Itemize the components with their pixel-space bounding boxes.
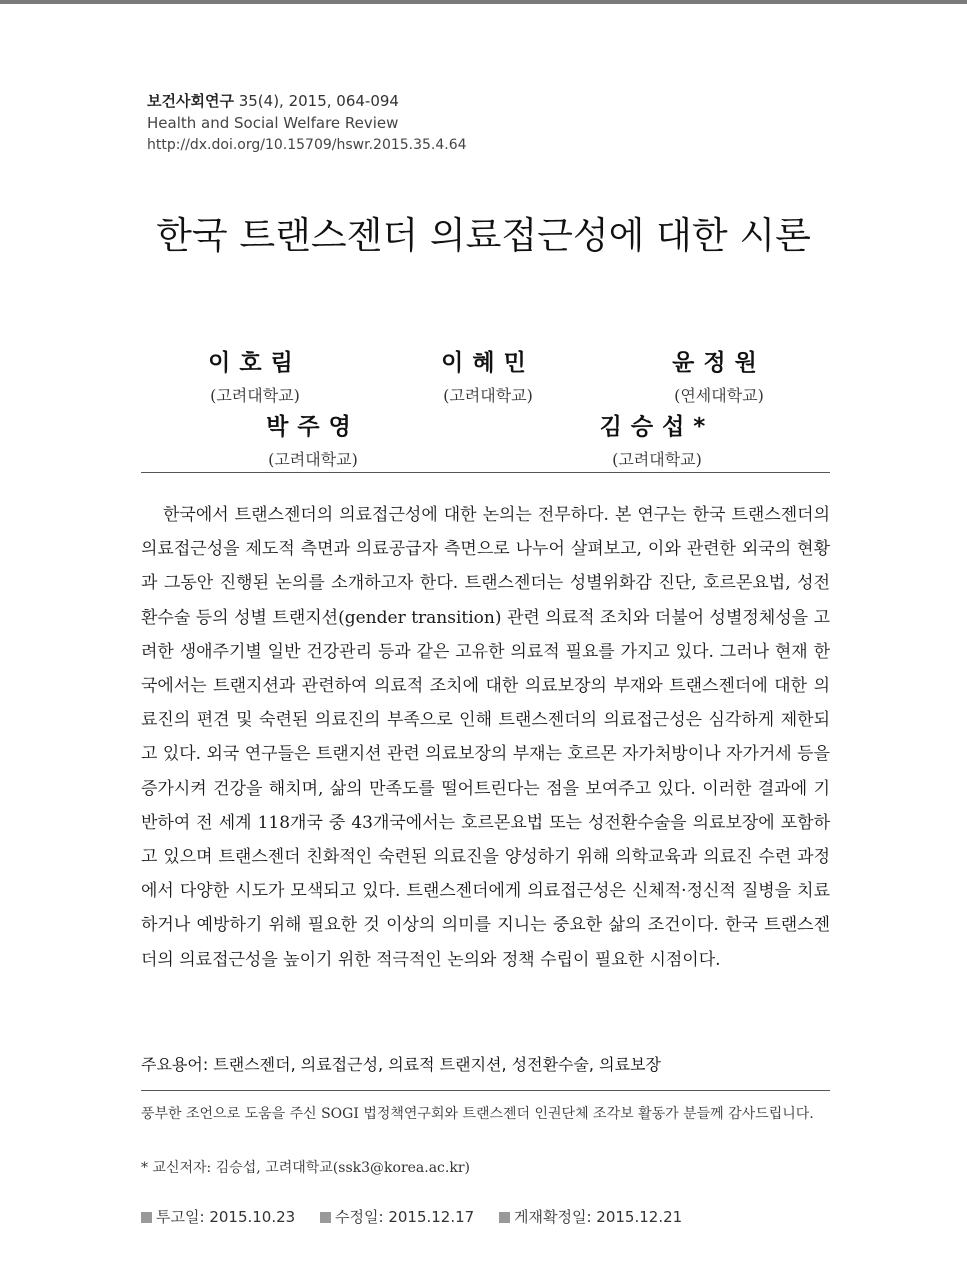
author-4 xyxy=(213,412,413,470)
paper-title: 한국 트랜스젠더 의료접근성에 대한 시론 xyxy=(156,214,811,257)
date-label: 수정일: xyxy=(335,1208,384,1226)
square-bullet-icon xyxy=(320,1212,331,1223)
journal-citation xyxy=(147,90,467,112)
author-name: 이호림 xyxy=(208,350,302,376)
date-label: 투고일: xyxy=(156,1208,205,1226)
doi-link[interactable]: http://dx.doi.org/10.15709/hswr.2015.35.4.64 xyxy=(147,137,467,153)
divider-top xyxy=(141,472,830,473)
author-5-corresponding xyxy=(557,412,757,470)
author-affiliation: (고려대학교) xyxy=(210,386,300,405)
abstract-text: 한국에서 트랜스젠더의 의료접근성에 대한 논의는 전무하다. 본 연구는 한국 트랜스젠더의 의료접근성을 제도적 측면과 의료공급자 측면으로 나누어 살펴보고, 이와 관련한 외국의 현황과 그동안 진행된 논의를 소개하고자 한다. 트랜스젠더는 성별위화감 진단, 호르몬요법, 성전환수술 등의 성별 트랜지션(gender transition) 관련 의료적 조치와 더불어 성별정체성을 고려한 생애주기별 일반 건강관리 등과 같은 고유한 의료적 필요를 가지고 있다. 그러나 현재 한국에서는 트랜지션과 관련하여 의료적 조치에 대한 의료보장의 부재와 트랜스젠더에 대한 의료진의 편견 및 숙련된 의료진의 부족으로 인해 트랜스젠더의 의료접근성은 심각하게 제한되고 있다. 외국 연구들은 트랜지션 관련 의료보장의 부재는 호르몬 자가처방이나 자가거세 등을 증가시켜 건강을 해치며, 삶의 만족도를 떨어트린다는 점을 보여주고 있다. 이러한 결과에 기반하여 전 세계 118개국 중 43개국에서는 호르몬요법 또는 성전환수술을 의료보장에 포함하고 있으며 트랜스젠더 친화적인 숙련된 의료진을 양성하기 위해 의학교육과 의료진 수련 과정에서 다양한 시도가 모색되고 있다. 트랜스젠더에게 의료접근성은 신체적·정신적 질병을 치료하거나 예방하기 위해 필요한 것 이상의 의미를 지니는 중요한 삶의 조건이다. 한국 트랜스젠더의 의료접근성을 높이기 위한 적극적인 논의와 정책 수립이 필요한 시점이다. xyxy=(141,505,830,970)
date-value: 2015.12.21 xyxy=(596,1208,683,1226)
corresponding-author-note: * 교신저자: 김승섭, 고려대학교(ssk3@korea.ac.kr) xyxy=(141,1160,470,1176)
journal-header xyxy=(147,90,467,156)
date-label: 게재확정일: xyxy=(514,1208,592,1226)
author-1 xyxy=(155,348,355,406)
square-bullet-icon xyxy=(141,1212,152,1223)
author-2 xyxy=(388,348,588,406)
date-submitted xyxy=(141,1206,295,1227)
author-affiliation: (고려대학교) xyxy=(268,450,358,469)
date-accepted xyxy=(499,1206,682,1227)
author-3 xyxy=(619,348,819,406)
author-affiliation: (연세대학교) xyxy=(674,386,764,405)
author-name: 이혜민 xyxy=(441,350,535,376)
author-affiliation: (고려대학교) xyxy=(612,450,702,469)
acknowledgement: 풍부한 조언으로 도움을 주신 SOGI 법정책연구회와 트랜스젠더 인권단체 조각보 활동가 분들께 감사드립니다. xyxy=(141,1106,814,1122)
author-name: 윤정원 xyxy=(672,350,766,376)
date-revised xyxy=(320,1206,474,1227)
top-border xyxy=(0,0,967,4)
square-bullet-icon xyxy=(499,1212,510,1223)
date-value: 2015.10.23 xyxy=(209,1208,296,1226)
journal-english-name: Health and Social Welfare Review xyxy=(147,114,399,132)
journal-volume-info: 35(4), 2015, 064-094 xyxy=(233,92,399,110)
keywords: 주요용어: 트랜스젠더, 의료접근성, 의료적 트랜지션, 성전환수술, 의료보장 xyxy=(141,1055,661,1074)
author-name: 박주영 xyxy=(266,414,360,440)
date-value: 2015.12.17 xyxy=(388,1208,475,1226)
divider-bottom xyxy=(141,1090,830,1091)
journal-name: 보건사회연구 xyxy=(147,92,234,110)
author-affiliation: (고려대학교) xyxy=(443,386,533,405)
author-name: 김승섭* xyxy=(599,414,715,440)
